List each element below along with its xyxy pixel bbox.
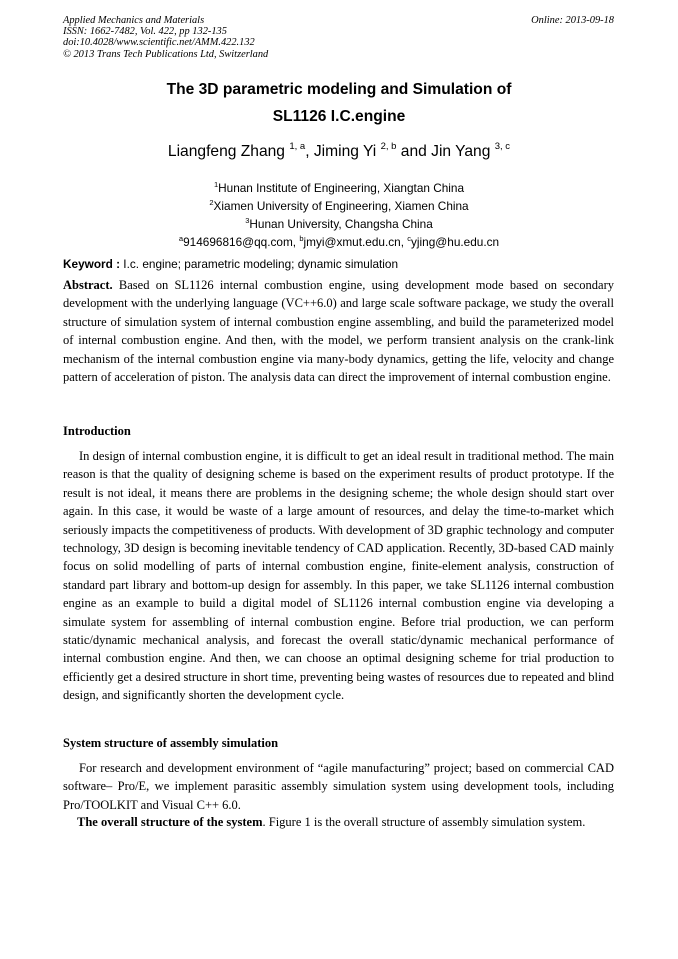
system-structure-paragraph: For research and development environment of “agile manufacturing” project; based on commercial CAD software– Pro/E, we implement parasitic assembly simulation system using development tools, including Pro/TOOLKIT and Visual C++ 6.0.: [63, 761, 614, 812]
email-link[interactable]: yjing@hu.edu.cn: [411, 235, 500, 249]
email-superscript: a: [178, 234, 184, 243]
affiliation-3: [63, 217, 615, 232]
abstract-label: Abstract.: [63, 278, 113, 292]
author-name: Jiming Yi: [313, 143, 377, 160]
author-superscript: 1, a: [289, 141, 306, 152]
copyright-line: © 2013 Trans Tech Publications Ltd, Switzerland: [63, 48, 269, 60]
affiliation-superscript: 3: [245, 216, 250, 225]
overall-structure-text: . Figure 1 is the overall structure of assembly simulation system.: [262, 815, 586, 829]
author-name: Liangfeng Zhang: [167, 143, 285, 160]
overall-structure-label: The overall structure of the system: [77, 815, 263, 829]
affiliation-text: Hunan Institute of Engineering, Xiangtan China: [218, 181, 465, 195]
author-superscript: 2, b: [380, 141, 397, 152]
keyword-text: I.c. engine; parametric modeling; dynamic simulation: [120, 257, 399, 271]
online-date: Online: 2013-09-18: [531, 15, 614, 26]
author-separator: and: [396, 143, 432, 160]
keyword-label: Keyword :: [63, 257, 121, 271]
email-link[interactable]: 914696816@qq.com,: [183, 235, 300, 249]
affiliation-superscript: 1: [213, 180, 219, 189]
abstract: [63, 276, 614, 386]
email-list: [63, 235, 615, 250]
email-link[interactable]: jmyi@xmut.edu.cn,: [303, 235, 408, 249]
author-separator: ,: [305, 143, 314, 160]
affiliation-1: [63, 181, 615, 196]
email-superscript: b: [299, 234, 304, 243]
paper-title-line-1: The 3D parametric modeling and Simulation of: [166, 81, 512, 98]
section-heading-introduction: Introduction: [63, 424, 131, 438]
affiliation-text: Xiamen University of Engineering, Xiamen China: [213, 199, 469, 213]
affiliation-superscript: 2: [209, 198, 214, 207]
author-name: Jin Yang: [431, 143, 491, 160]
introduction-paragraph: In design of internal combustion engine, it is difficult to get an ideal result in traditional method. The main reason is that the quality of designing scheme is based on the experiment results of product prototype. If the result is not ideal, it means there are problems in the designing scheme; the whole design should start over again. In this case, it would be waste of a large amount of resources, and delay the time-to-market which seriously impacts the competitiveness of products. With development of 3D graphic technology and computer technology, 3D design is becoming inevitable tendency of CAD application. Recently, 3D-based CAD mainly focus on solid modelling of parts of internal combustion engine, finite-element analysis, construction of standard part library and bottom-up design for assembly. In this paper, we take SL1126 internal combustion engine as an example to build a digital model of SL1126 internal combustion engine via developing a simulate system for assembling of internal combustion engine. Before trial production, we can perform static/dynamic mechanical analysis, and forecast the overall static/dynamic mechanical performance of internal combustion engine. And then, we can choose an optimal designing scheme for trial production to efficiently get a desired structure in short time, preventing being wastes of resources due to repeated and blind design, and significantly shorten the development cycle.: [63, 449, 614, 703]
issn-line: ISSN: 1662-7482, Vol. 422, pp 132-135: [63, 26, 227, 38]
abstract-text: Based on SL1126 internal combustion engine, using development mode based on secondary development with the underlying language (VC++6.0) and large scale software package, we study the overall structure of simulation system of internal combustion engine assembling, and build the parameterized model of internal combustion engine. And then, with the model, we perform transient analysis on the crank-link mechanism of the internal combustion engine via many-body dynamics, getting the life, velocity and change pattern of acceleration of piston. The analysis data can direct the improvement of internal combustion engine.: [63, 278, 614, 385]
section-heading-system-structure: System structure of assembly simulation: [63, 736, 279, 750]
affiliation-text: Hunan University, Changsha China: [249, 217, 433, 231]
affiliation-2: [63, 199, 615, 214]
author-list: [63, 142, 615, 162]
doi-line[interactable]: doi:10.4028/www.scientific.net/AMM.422.132: [63, 37, 255, 49]
journal-name: Applied Mechanics and Materials: [63, 15, 205, 26]
keywords: [63, 257, 398, 272]
author-superscript: 3, c: [494, 141, 511, 152]
overall-structure-paragraph: [63, 813, 614, 831]
paper-title-line-2: SL1126 I.C.engine: [272, 108, 406, 125]
email-superscript: c: [407, 234, 412, 243]
journal-header: [63, 15, 268, 60]
